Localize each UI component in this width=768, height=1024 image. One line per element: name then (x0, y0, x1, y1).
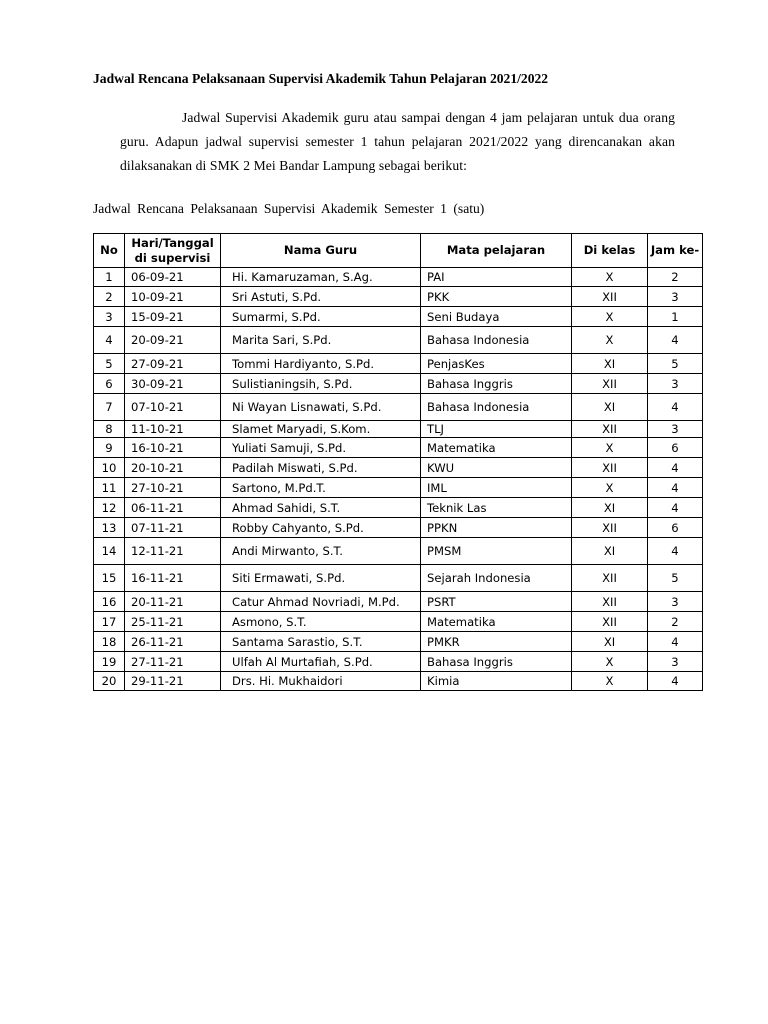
cell-subject: Kimia (421, 672, 572, 691)
cell-date: 27-11-21 (125, 652, 221, 672)
cell-subject: Matematika (421, 612, 572, 632)
table-row (94, 565, 703, 592)
table-row (94, 478, 703, 498)
cell-name: Santama Sarastio, S.T. (221, 632, 421, 652)
cell-subject: KWU (421, 458, 572, 478)
cell-name: Marita Sari, S.Pd. (221, 327, 421, 354)
cell-date: 15-09-21 (125, 307, 221, 327)
cell-subject: Matematika (421, 438, 572, 458)
cell-jam: 3 (648, 592, 703, 612)
cell-date: 25-11-21 (125, 612, 221, 632)
cell-class: XII (572, 374, 648, 394)
cell-name: Drs. Hi. Mukhaidori (221, 672, 421, 691)
cell-class: XII (572, 458, 648, 478)
cell-date: 07-10-21 (125, 394, 221, 421)
cell-name: Ahmad Sahidi, S.T. (221, 498, 421, 518)
table-row (94, 327, 703, 354)
cell-date: 20-09-21 (125, 327, 221, 354)
cell-date: 11-10-21 (125, 421, 221, 438)
table-row (94, 672, 703, 691)
cell-no: 16 (94, 592, 125, 612)
cell-no: 2 (94, 287, 125, 307)
cell-name: Slamet Maryadi, S.Kom. (221, 421, 421, 438)
cell-name: Andi Mirwanto, S.T. (221, 538, 421, 565)
cell-subject: IML (421, 478, 572, 498)
cell-no: 4 (94, 327, 125, 354)
table-row (94, 287, 703, 307)
cell-name: Robby Cahyanto, S.Pd. (221, 518, 421, 538)
cell-subject: Sejarah Indonesia (421, 565, 572, 592)
header-date (125, 234, 221, 268)
cell-name: Yuliati Samuji, S.Pd. (221, 438, 421, 458)
cell-name: Tommi Hardiyanto, S.Pd. (221, 354, 421, 374)
cell-subject: Bahasa Indonesia (421, 327, 572, 354)
table-row (94, 438, 703, 458)
table-body (94, 268, 703, 691)
cell-class: XII (572, 421, 648, 438)
cell-name: Padilah Miswati, S.Pd. (221, 458, 421, 478)
cell-date: 16-10-21 (125, 438, 221, 458)
supervision-schedule-table (93, 233, 703, 691)
cell-jam: 4 (648, 394, 703, 421)
cell-jam: 4 (648, 632, 703, 652)
cell-no: 13 (94, 518, 125, 538)
cell-name: Sartono, M.Pd.T. (221, 478, 421, 498)
cell-class: X (572, 438, 648, 458)
cell-jam: 4 (648, 498, 703, 518)
cell-class: X (572, 652, 648, 672)
cell-jam: 5 (648, 565, 703, 592)
cell-subject: PenjasKes (421, 354, 572, 374)
cell-jam: 5 (648, 354, 703, 374)
cell-subject: PMKR (421, 632, 572, 652)
cell-no: 12 (94, 498, 125, 518)
cell-no: 5 (94, 354, 125, 374)
table-row (94, 592, 703, 612)
cell-jam: 4 (648, 538, 703, 565)
cell-subject: PAI (421, 268, 572, 287)
cell-no: 7 (94, 394, 125, 421)
cell-jam: 3 (648, 374, 703, 394)
cell-no: 1 (94, 268, 125, 287)
cell-class: X (572, 307, 648, 327)
table-header-row (94, 234, 703, 268)
cell-subject: Bahasa Inggris (421, 652, 572, 672)
cell-no: 11 (94, 478, 125, 498)
header-no: No (94, 234, 125, 268)
cell-date: 27-09-21 (125, 354, 221, 374)
cell-class: XII (572, 287, 648, 307)
cell-subject: Bahasa Inggris (421, 374, 572, 394)
table-row (94, 538, 703, 565)
table-row (94, 632, 703, 652)
cell-class: XI (572, 394, 648, 421)
cell-no: 20 (94, 672, 125, 691)
cell-date: 06-11-21 (125, 498, 221, 518)
cell-name: Sri Astuti, S.Pd. (221, 287, 421, 307)
header-jam (648, 234, 703, 268)
cell-name: Sulistianingsih, S.Pd. (221, 374, 421, 394)
cell-class: XII (572, 518, 648, 538)
cell-name: Ni Wayan Lisnawati, S.Pd. (221, 394, 421, 421)
cell-date: 06-09-21 (125, 268, 221, 287)
cell-jam: 4 (648, 458, 703, 478)
cell-no: 18 (94, 632, 125, 652)
header-name: Nama Guru (221, 234, 421, 268)
header-subject: Mata pelajaran (421, 234, 572, 268)
cell-class: XI (572, 498, 648, 518)
cell-jam: 4 (648, 478, 703, 498)
cell-class: X (572, 478, 648, 498)
cell-date: 26-11-21 (125, 632, 221, 652)
table-row (94, 374, 703, 394)
cell-jam: 3 (648, 652, 703, 672)
cell-name: Asmono, S.T. (221, 612, 421, 632)
cell-class: X (572, 672, 648, 691)
cell-class: XII (572, 565, 648, 592)
cell-jam: 4 (648, 672, 703, 691)
table-row (94, 354, 703, 374)
header-date-label: Hari/Tanggal di supervisi (131, 235, 214, 265)
cell-no: 3 (94, 307, 125, 327)
cell-date: 16-11-21 (125, 565, 221, 592)
cell-date: 07-11-21 (125, 518, 221, 538)
cell-name: Catur Ahmad Novriadi, M.Pd. (221, 592, 421, 612)
header-jam-label: Jam ke- (650, 243, 700, 257)
table-row (94, 268, 703, 287)
cell-jam: 3 (648, 421, 703, 438)
table-row (94, 498, 703, 518)
cell-date: 12-11-21 (125, 538, 221, 565)
cell-name: Ulfah Al Murtafiah, S.Pd. (221, 652, 421, 672)
header-class: Di kelas (572, 234, 648, 268)
cell-subject: Teknik Las (421, 498, 572, 518)
cell-subject: PSRT (421, 592, 572, 612)
cell-class: XII (572, 592, 648, 612)
cell-no: 17 (94, 612, 125, 632)
cell-class: XI (572, 354, 648, 374)
cell-name: Hi. Kamaruzaman, S.Ag. (221, 268, 421, 287)
cell-jam: 6 (648, 518, 703, 538)
cell-name: Siti Ermawati, S.Pd. (221, 565, 421, 592)
cell-date: 20-11-21 (125, 592, 221, 612)
cell-subject: PPKN (421, 518, 572, 538)
cell-class: XI (572, 538, 648, 565)
cell-jam: 2 (648, 612, 703, 632)
cell-jam: 6 (648, 438, 703, 458)
table-row (94, 394, 703, 421)
cell-subject: PKK (421, 287, 572, 307)
cell-date: 30-09-21 (125, 374, 221, 394)
cell-no: 15 (94, 565, 125, 592)
cell-no: 9 (94, 438, 125, 458)
cell-subject: PMSM (421, 538, 572, 565)
cell-no: 14 (94, 538, 125, 565)
cell-date: 29-11-21 (125, 672, 221, 691)
table-row (94, 307, 703, 327)
cell-class: X (572, 327, 648, 354)
table-row (94, 612, 703, 632)
cell-no: 8 (94, 421, 125, 438)
cell-date: 20-10-21 (125, 458, 221, 478)
cell-jam: 4 (648, 327, 703, 354)
cell-subject: Bahasa Indonesia (421, 394, 572, 421)
cell-class: X (572, 268, 648, 287)
cell-no: 19 (94, 652, 125, 672)
cell-no: 10 (94, 458, 125, 478)
table-row (94, 652, 703, 672)
cell-class: XI (572, 632, 648, 652)
cell-subject: TLJ (421, 421, 572, 438)
table-row (94, 518, 703, 538)
cell-no: 6 (94, 374, 125, 394)
table-row (94, 458, 703, 478)
intro-paragraph: Jadwal Supervisi Akademik guru atau sampai dengan 4 jam pelajaran untuk dua orang guru. Adapun jadwal supervisi semester 1 tahun pelajaran 2021/2022 yang direncanakan akan dilaksanakan di SMK 2 Mei Bandar Lampung sebagai berikut: (120, 110, 675, 173)
cell-subject: Seni Budaya (421, 307, 572, 327)
table-row (94, 421, 703, 438)
cell-jam: 2 (648, 268, 703, 287)
table-caption: Jadwal Rencana Pelaksanaan Supervisi Akademik Semester 1 (satu) (93, 201, 485, 216)
cell-jam: 3 (648, 287, 703, 307)
cell-date: 10-09-21 (125, 287, 221, 307)
cell-class: XII (572, 612, 648, 632)
cell-name: Sumarmi, S.Pd. (221, 307, 421, 327)
document-title: Jadwal Rencana Pelaksanaan Supervisi Akademik Tahun Pelajaran 2021/2022 (93, 71, 549, 86)
cell-date: 27-10-21 (125, 478, 221, 498)
cell-jam: 1 (648, 307, 703, 327)
